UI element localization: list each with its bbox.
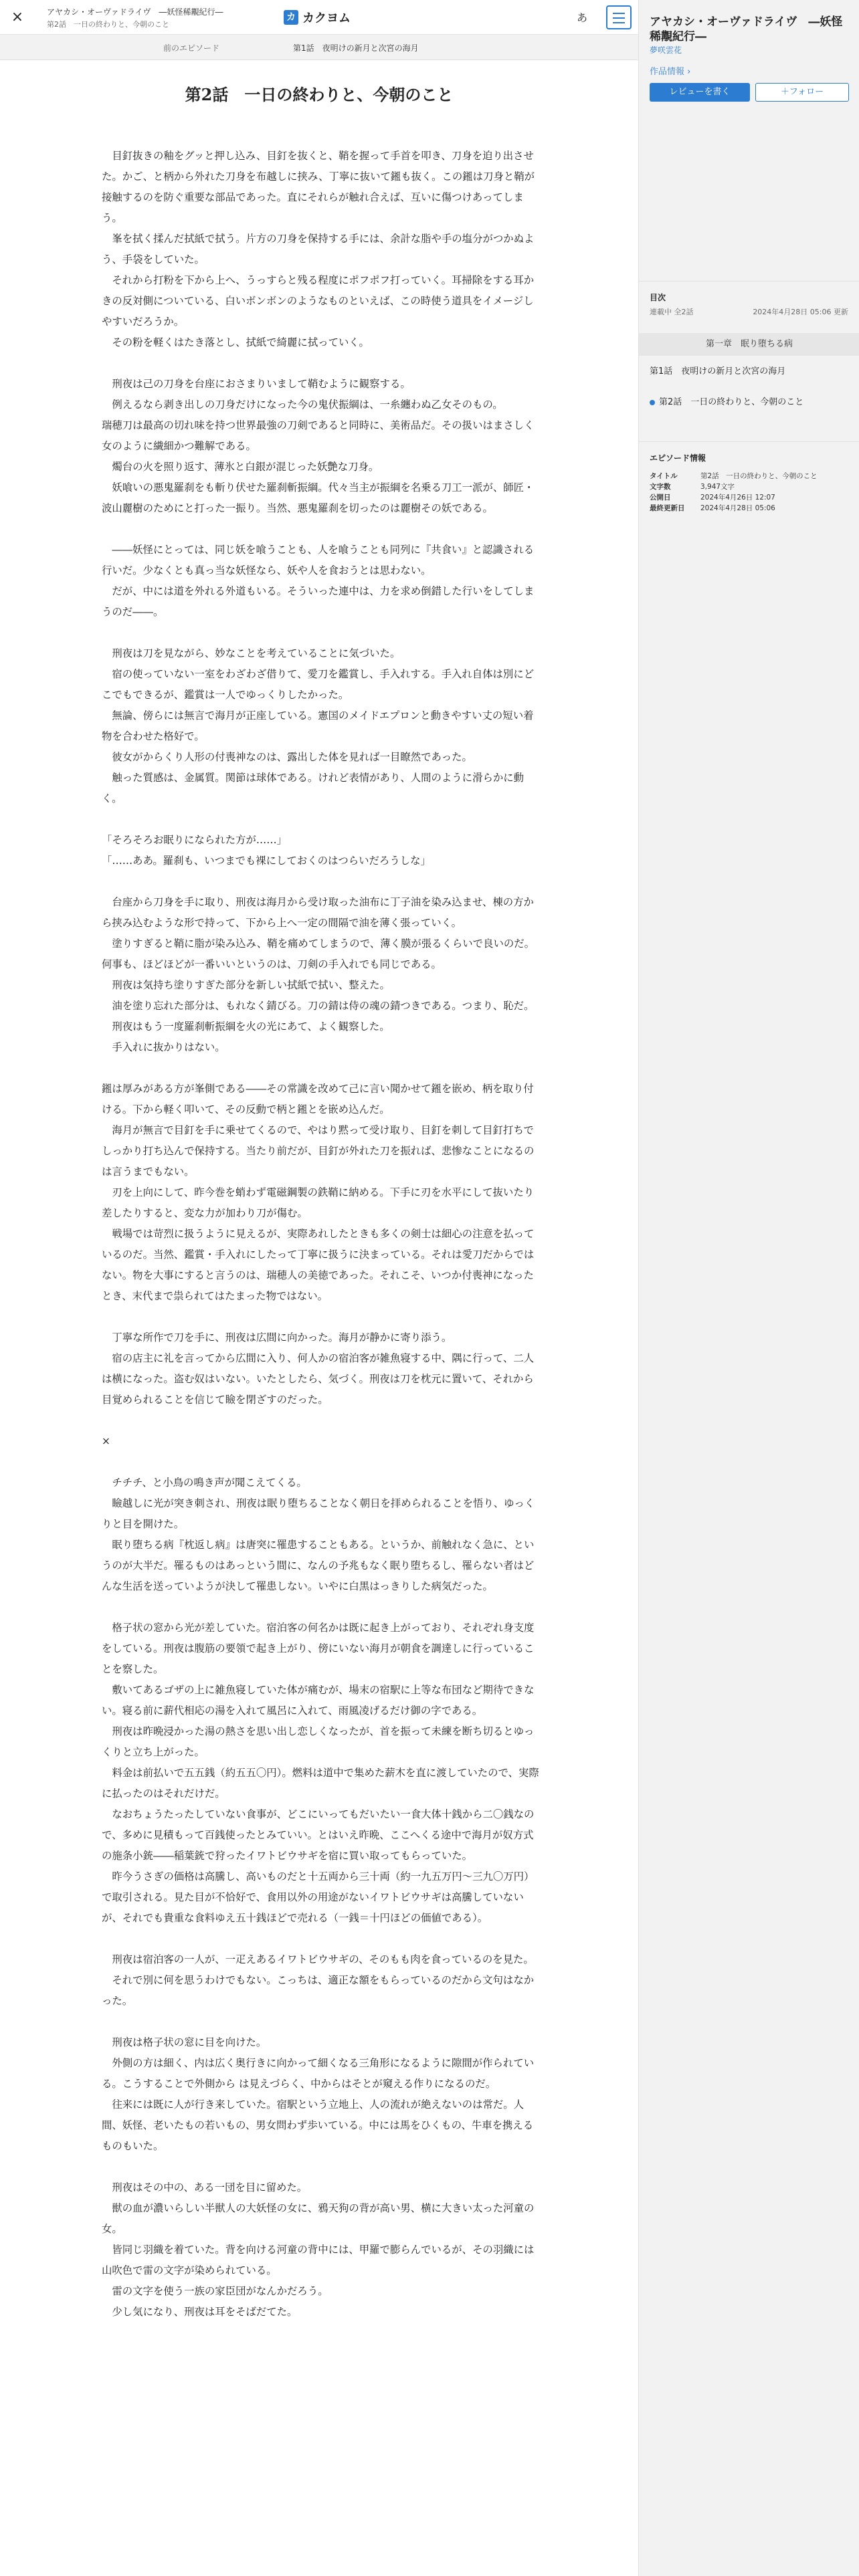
episode-body [102, 146, 543, 2323]
menu-icon[interactable] [606, 5, 632, 29]
paragraph: 触った質感は、金属質。関節は球体である。けれど表情があり、人間のように滑らかに動く。 [102, 772, 524, 804]
kakuyomu-logo[interactable] [284, 9, 351, 26]
paragraph-break [102, 1597, 543, 1618]
paragraph: 油を塗り忘れた部分は、もれなく錆びる。刀の錆は侍の魂の錆つきである。つまり、恥だ。 [112, 1000, 535, 1012]
top-header [0, 0, 638, 35]
sidebar-work-title[interactable]: アヤカシ・オーヴァドライヴ ―妖怪稀覯紀行― [650, 15, 843, 43]
episode-info-table [650, 471, 850, 514]
paragraph: 皆同じ羽織を着ていた。背を向ける河童の背中には、甲羅で膨らんでいるが、その羽織には山吹色で雷の文字が染められている。 [102, 2244, 535, 2276]
info-row-title: タイトル 第2話 一日の終わりと、今朝のこと [650, 472, 818, 480]
paragraph: だが、中には道を外れる外道もいる。そういった連中は、力を求め倒錯した行いをしてしまうのだ――。 [102, 585, 535, 618]
author-link[interactable]: 夢咲雲花 [650, 45, 682, 55]
paragraph: 手入れに抜かりはない。 [112, 1041, 225, 1053]
paragraph: 燭台の火を照り返す、薄氷と白銀が混じった妖艶な刀身。 [112, 461, 379, 473]
paragraph: 刑夜は宿泊客の一人が、一疋えあるイワトビウサギの、そのもも肉を食っているのを見た。 [112, 1953, 534, 1965]
toc-episode-2[interactable] [650, 395, 803, 407]
episode-info-label: エピソード情報 [650, 453, 706, 463]
paragraph: 宿の店主に礼を言ってから広間に入り、何人かの宿泊客が雑魚寝する中、隅に行って、二人は横になった。盗む奴はいない。いたとしたら、気づく。刑夜は刀を枕元に置いて、それから目覚められることを信じて瞼を閉ざすのだった。 [102, 1352, 535, 1406]
paragraph: 「そろそろお眠りになられた方が……」 [102, 834, 288, 846]
info-row-updated: 最終更新日 2024年4月28日 05:06 [650, 504, 775, 512]
paragraph: 刑夜は己の刀身を台座におさまりいまして鞘むように観察する。 [112, 378, 411, 390]
header-episode-title: 第2話 一日の終わりと、今朝のこと [47, 20, 169, 29]
paragraph: 峯を拭く揉んだ拭紙で拭う。片方の刀身を保持する手には、余計な脂や手の塩分がつかぬよう、手袋をしていた。 [102, 233, 535, 265]
paragraph: 彼女がからくり人形の付喪神なのは、露出した体を見れば一目瞭然であった。 [112, 751, 472, 763]
paragraph-break [102, 519, 543, 540]
paragraph: 刑夜はその中の、ある一団を目に留めた。 [112, 2181, 308, 2193]
paragraph: 外側の方は細く、内は広く奥行きに向かって細くなる三角形になるように隙間が作られている。こうすることで外側から は見えづらく、中からはそとが窺える作りになるのだ。 [102, 2057, 535, 2090]
paragraph: 刑夜は気持ち塗りすぎた部分を新しい拭紙で拭い、整えた。 [112, 979, 390, 991]
paragraph: ――妖怪にとっては、同じ妖を喰うことも、人を喰うことも同列に『共食い』と認識される行いだ。少なくとも真っ当な妖怪なら、妖や人を食おうとは思わない。 [102, 544, 535, 576]
paragraph: その粉を軽くはたき落とし、拭紙で綺麗に拭っていく。 [112, 336, 369, 348]
current-marker-icon [650, 400, 655, 405]
paragraph: 少し気になり、刑夜は耳をそばだてた。 [112, 2306, 298, 2318]
episode-nav-bar [0, 35, 638, 60]
prev-episode-link[interactable]: 前のエピソード [163, 43, 220, 53]
work-info-link[interactable]: 作品情報 › [650, 67, 691, 77]
toc-episode-2-label: 第2話 一日の終わりと、今朝のこと [659, 397, 804, 407]
info-row-chars: 文字数 3,947文字 [650, 483, 735, 491]
paragraph: 目釘抜きの釉をグッと押し込み、目釘を抜くと、鞘を握って手首を叩き、刀身を迫り出させた。かご、と柄から外れた刀身を布越しに挟み、丁寧に抜いて鎺も抜く。この鎺は刀身と鞘が接触するのを防ぐ重要な部品であった。直にそれらが触れ合えば、互いに傷つけあってしまう。 [102, 150, 535, 224]
divider [639, 281, 859, 282]
paragraph: 料金は前払いで五五銭（約五五〇円）。燃料は道中で集めた薪木を直に渡していたので、実際に払ったのはそれだけだ。 [102, 1767, 539, 1800]
paragraph-break [102, 871, 543, 892]
paragraph-break [102, 2012, 543, 2032]
paragraph: 「……ああ。羅刹も、いつまでも裸にしておくのはつらいだろうしな」 [102, 855, 431, 867]
paragraph-break [102, 1307, 543, 1327]
info-row-published: 公開日 2024年4月26日 12:07 [650, 494, 775, 502]
write-review-button[interactable]: レビューを書く [650, 83, 750, 102]
paragraph: 格子状の窓から光が差していた。宿泊客の何名かは既に起き上がっており、それぞれ身支度をしている。刑夜は腹筋の要領で起き上がり、傍にいない海月が朝食を調達しに行っていることを察した。 [102, 1622, 535, 1675]
paragraph: 妖喰いの悪鬼羅刹をも斬り伏せた羅刹斬振綱。代々当主が振綱を名乗る刀工一派が、師匠・波山麗樹のためにと打った一振り。当然、悪鬼羅刹を切ったのは麗樹その妖である。 [102, 481, 535, 514]
paragraph: 鎺は厚みがある方が峯側である――その常識を改めて己に言い聞かせて鎺を嵌め、柄を取り付ける。下から軽く叩いて、その反動で柄と鎺とを嵌め込んだ。 [102, 1083, 534, 1115]
paragraph: 刑夜はもう一度羅刹斬振綱を火の光にあて、よく観察した。 [112, 1021, 390, 1033]
paragraph: 雷の文字を使う一族の家臣団がなんかだろう。 [112, 2285, 328, 2297]
paragraph-break [102, 2157, 543, 2177]
paragraph: 刃を上向にして、昨今巻を蛸わず電磁鋼製の鉄鞘に納める。下手に刃を水平にして抜いたり差したりすると、変な力が加わり刀が傷む。 [102, 1186, 535, 1219]
logo-mark-icon: カ [284, 10, 298, 25]
font-settings-button[interactable]: あ [577, 11, 588, 24]
paragraph: 台座から刀身を手に取り、刑夜は海月から受け取った油布に丁子油を染み込ませ、棟の方から挟み込むような形で持って、下から上へ一定の間隔で油を薄く張っていく。 [102, 896, 534, 929]
paragraph: それで別に何を思うわけでもない。こっちは、適正な額をもらっているのだから文句はなかった。 [102, 1974, 535, 2007]
paragraph: 敷いてあるゴザの上に雑魚寝していた体が痛むが、場末の宿駅に上等な布団など期待できない。寝る前に薪代相応の湯を入れて風呂に入れて、雨風凌げるだけ御の字である。 [102, 1684, 535, 1717]
follow-button[interactable]: ＋フォロー [755, 83, 849, 102]
paragraph: 刑夜は刀を見ながら、妙なことを考えていることに気づいた。 [112, 647, 401, 659]
paragraph: 刑夜は格子状の窓に目を向けた。 [112, 2036, 267, 2048]
paragraph-break [102, 623, 543, 643]
paragraph: 瞼越しに光が突き刺され、刑夜は眠り堕ちることなく朝日を拝められることを悟り、ゆっくりと目を開けた。 [102, 1497, 535, 1530]
header-work-title[interactable]: アヤカシ・オーヴァドライヴ ―妖怪稀覯紀行― [47, 7, 223, 17]
paragraph: 往来には既に人が行き来していた。宿駅という立地上、人の流れが絶えないのは常だ。人間、妖怪、老いたもの若いもの、男女問わず歩いている。中には馬をひくもの、牛車を携えるものもいた。 [102, 2099, 534, 2152]
toc-updated: 2024年4月28日 05:06 更新 [753, 308, 848, 316]
paragraph: 無論、傍らには無言で海月が正座している。憲国のメイドエプロンと動きやすい丈の短い着物を合わせた格好で。 [102, 710, 534, 742]
paragraph: 獣の血が濃いらしい半獣人の大妖怪の女に、鴉天狗の背が高い男、横に大きい太った河童の女。 [102, 2202, 535, 2235]
paragraph-break [102, 353, 543, 374]
paragraph: チチチ、と小鳥の鳴き声が聞こえてくる。 [112, 1477, 307, 1489]
chapter-heading: 第一章 眠り堕ちる病 [639, 333, 859, 356]
logo-text: カクヨム [302, 11, 351, 25]
sidebar [638, 0, 859, 2576]
divider [639, 441, 859, 442]
paragraph-break [102, 809, 543, 830]
paragraph: × [102, 1435, 110, 1447]
episode-title: 第2話 一日の終わりと、今朝のこと [185, 85, 454, 104]
paragraph: 宿の使っていない一室をわざわざ借りて、愛刀を鑑賞し、手入れする。手入れ自体は別にどこでもできるが、鑑賞は一人でゆっくりしたかった。 [102, 668, 535, 701]
paragraph: 丁寧な所作で刀を手に、刑夜は広間に向かった。海月が静かに寄り添う。 [112, 1331, 452, 1344]
paragraph: 例えるなら剥き出しの刀身だけになった今の鬼伏振綱は、一糸纏わぬ乙女そのもの。 [112, 399, 503, 411]
current-episode-link[interactable]: 第1話 夜明けの新月と次宮の海月 [293, 43, 419, 53]
paragraph: なおちょうたったしていない食事が、どこにいってもだいたい一食大体十銭から二〇銭なので、多めに見積もって百銭使ったとみていい。とはいえ昨晩、ここへくる途中で海月が奴方式の施条小銃――稲葉銃で狩ったイワトビウサギを宿に買い取ってもらっていた。 [102, 1808, 535, 1862]
toc-label: 目次 [650, 293, 666, 302]
paragraph-break [102, 1410, 543, 1431]
paragraph-break [102, 1058, 543, 1079]
paragraph: 刑夜は昨晩浸かった湯の熱さを思い出し恋しくなったが、首を振って未練を断ち切るとゆっくりと立ち上がった。 [102, 1725, 535, 1758]
close-icon[interactable]: × [11, 9, 24, 25]
reading-area [0, 60, 638, 2576]
paragraph: 瑞穂刀は最高の切れ味を持つ世界最強の刀剣であると同時に、美術品だ。その扱いはまさしく女のように繊細かつ難解である。 [102, 419, 535, 452]
paragraph: 昨今うさぎの価格は高騰し、高いものだと十五両から三十両（約一九五万円〜三九〇万円）で取引される。見た目が不恰好で、食用以外の用途がないイワトビウサギは高騰していないが、それでも貴重な食料ゆえ五十銭ほどで売れる（一銭＝十円ほどの価値である）。 [102, 1870, 535, 1924]
paragraph: 海月が無言で目釘を手に乗せてくるので、やはり黙って受け取り、目釘を刺して目釘打ちでしっかり打ち込んで保持する。当たり前だが、目釘が外れた刀を振れば、悲惨なことになるのは言うまでもない。 [102, 1124, 535, 1178]
paragraph-break [102, 1929, 543, 1949]
paragraph: 戦場では苛烈に扱うように見えるが、実際あれしたときも多くの剣士は細心の注意を払っているのだ。当然、鑑賞・手入れにしたって丁寧に扱うに決まっている。それは愛刀だからではない。物を大事にすると言うのは、瑞穂人の美徳であった。それこそ、いつか付喪神になったとき、末代まで祟られてはたまった物ではない。 [102, 1228, 535, 1302]
paragraph-break [102, 1452, 543, 1473]
toc-status: 連載中 全2話 [650, 308, 694, 316]
paragraph: 眠り堕ちる病『枕返し病』は唐突に罹患することもある。というか、前触れなく急に、というのが大半だ。罹るものはあっという間に、なんの予兆もなく眠り堕ちるし、罹らない者はどんな生活を送っていようが決して罹患しない。いやに白黒はっきりした病気だった。 [102, 1539, 535, 1592]
toc-episode-1[interactable]: 第1話 夜明けの新月と次宮の海月 [650, 366, 786, 377]
paragraph: それから打粉を下から上へ、うっすらと残る程度にポフポフ打っていく。耳掃除をする耳かきの反対側についている、白いボンボンのようなものといえば、この時使う道具をイメージしやすいだろうか。 [102, 274, 535, 328]
paragraph: 塗りすぎると鞘に脂が染み込み、鞘を痛めてしまうので、薄く膜が張るくらいで良いのだ。何事も、ほどほどが一番いいというのは、刀剣の手入れでも同じである。 [102, 938, 535, 970]
